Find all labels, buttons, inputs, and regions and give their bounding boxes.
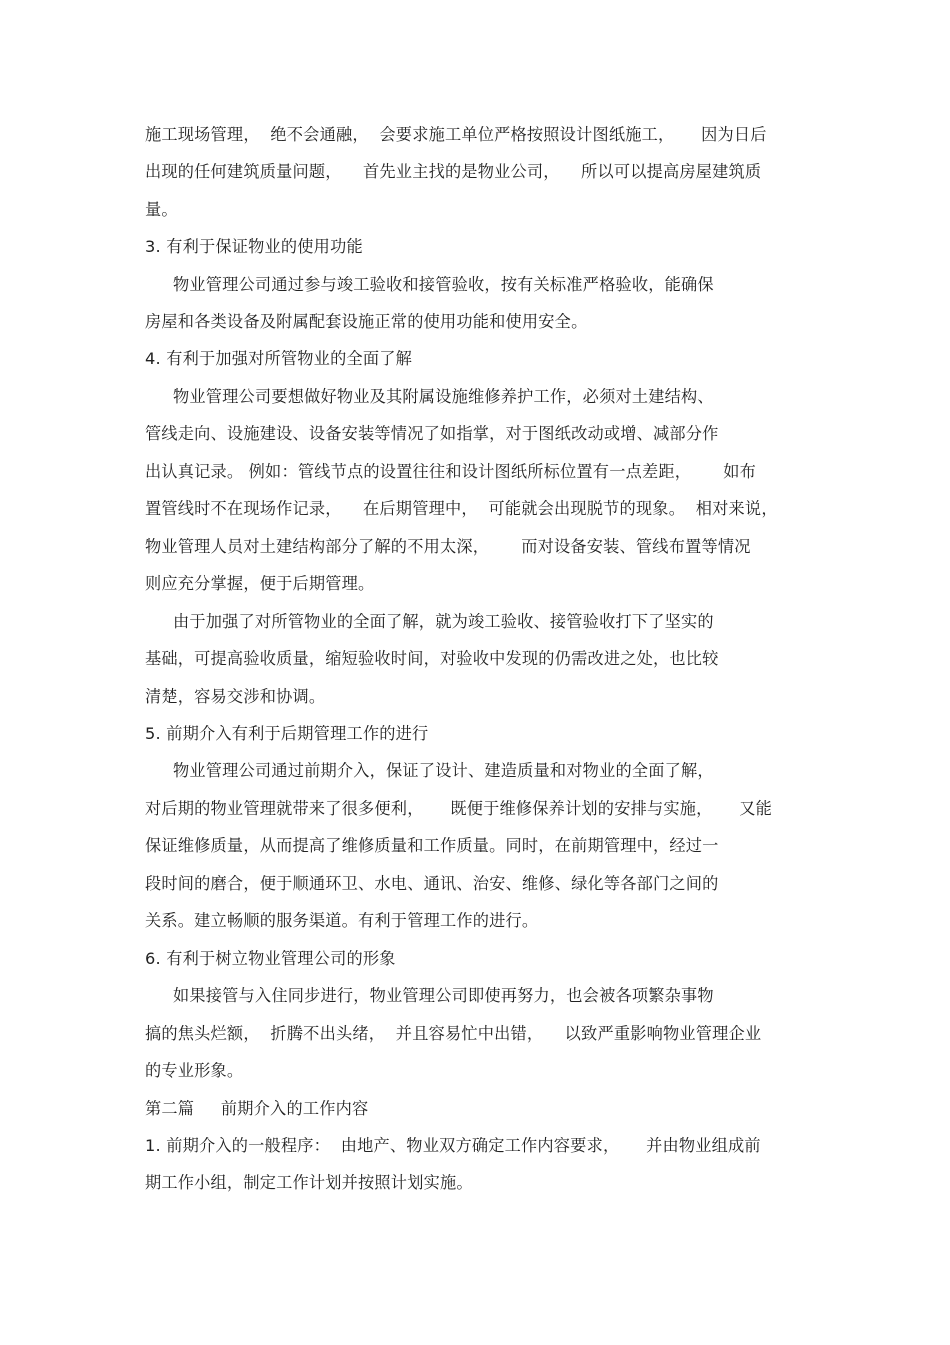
body-text-line: 如果接管与入住同步进行，物业管理公司即使再努力，也会被各项繁杂事物 [173, 986, 714, 1005]
body-text-line: 期工作小组，制定工作计划并按照计划实施。 [145, 1173, 473, 1192]
body-text-line: 则应充分掌握，便于后期管理。 [145, 574, 375, 593]
body-text-line: 出认真记录。 例如：管线节点的设置往往和设计图纸所标位置有一点差距， 如布 [145, 462, 756, 481]
body-text-line: 量。 [145, 200, 178, 219]
body-text-line: 出现的任何建筑质量问题， 首先业主找的是物业公司， 所以可以提高房屋建筑质 [145, 162, 762, 181]
body-text-line: 搞的焦头烂额， 折腾不出头绪， 并且容易忙中出错， 以致严重影响物业管理企业 [145, 1024, 762, 1043]
body-text-line: 段时间的磨合，便于顺通环卫、水电、通讯、治安、维修、绿化等各部门之间的 [145, 874, 719, 893]
body-text-line: 对后期的物业管理就带来了很多便利， 既便于维修保养计划的安排与实施， 又能 [145, 799, 773, 818]
body-text-line: 物业管理人员对土建结构部分了解的不用太深， 而对设备安装、管线布置等情况 [145, 537, 751, 556]
body-text-line: 物业管理公司通过参与竣工验收和接管验收，按有关标准严格验收，能确保 [173, 275, 714, 294]
body-text-line: 基础，可提高验收质量，缩短验收时间，对验收中发现的仍需改进之处，也比较 [145, 649, 719, 668]
section-heading: 5. 前期介入有利于后期管理工作的进行 [145, 724, 429, 743]
section-heading: 4. 有利于加强对所管物业的全面了解 [145, 349, 413, 368]
body-text-line: 的专业形象。 [145, 1061, 244, 1080]
section-heading: 6. 有利于树立物业管理公司的形象 [145, 949, 396, 968]
body-text-line: 1. 前期介入的一般程序： 由地产、物业双方确定工作内容要求， 并由物业组成前 [145, 1136, 761, 1155]
body-text-line: 清楚，容易交涉和协调。 [145, 687, 326, 706]
body-text-line: 关系。建立畅顺的服务渠道。有利于管理工作的进行。 [145, 911, 539, 930]
body-text-line: 物业管理公司要想做好物业及其附属设施维修养护工作，必须对土建结构、 [173, 387, 714, 406]
chapter-heading: 第二篇 前期介入的工作内容 [145, 1099, 369, 1118]
section-heading: 3. 有利于保证物业的使用功能 [145, 237, 363, 256]
body-text-line: 管线走向、设施建设、设备安装等情况了如指掌，对于图纸改动或增、减部分作 [145, 424, 719, 443]
body-text-line: 置管线时不在现场作记录， 在后期管理中， 可能就会出现脱节的现象。 相对来说， [145, 499, 778, 518]
body-text-line: 房屋和各类设备及附属配套设施正常的使用功能和使用安全。 [145, 312, 588, 331]
body-text-line: 施工现场管理， 绝不会通融， 会要求施工单位严格按照设计图纸施工， 因为日后 [145, 125, 767, 144]
body-text-line: 由于加强了对所管物业的全面了解，就为竣工验收、接管验收打下了坚实的 [173, 612, 714, 631]
body-text-line: 物业管理公司通过前期介入，保证了设计、建造质量和对物业的全面了解， [173, 761, 714, 780]
body-text-line: 保证维修质量，从而提高了维修质量和工作质量。同时，在前期管理中，经过一 [145, 836, 719, 855]
